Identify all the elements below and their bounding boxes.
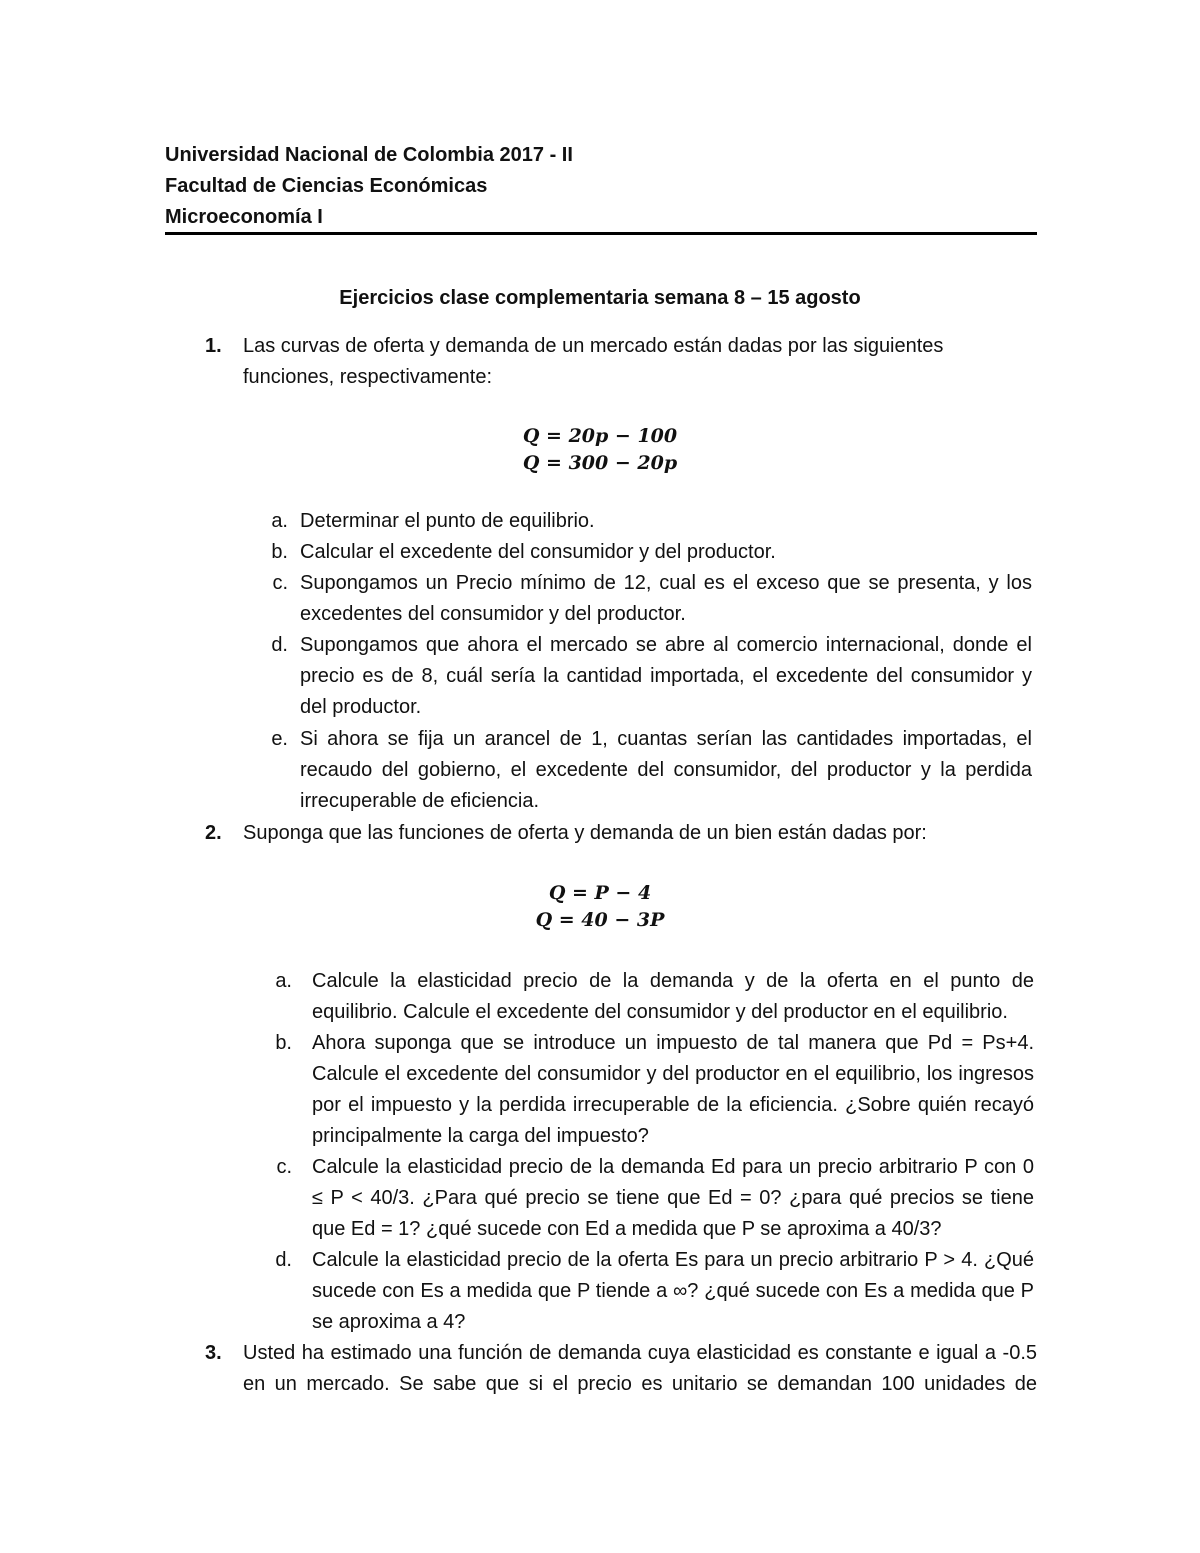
item-text: Calcular el excedente del consumidor y del productor. [300,541,776,563]
item-text: Ahora suponga que se introduce un impuesto de tal manera que Pd = Ps+4. Calcule el excedente del consumidor y del productor en el equilibrio, los ingresos por el impuesto y la perdida irrecuperable de la eficiencia. ¿Sobre quién recayó principalmente la carga del impuesto? [312,1032,1034,1147]
question-text: Suponga que las funciones de oferta y demanda de un bien están dadas por: [243,822,927,844]
question-text: Las curvas de oferta y demanda de un mercado están dadas por las siguientes funciones, respectivamente: [243,335,944,388]
item-letter: d. [275,1249,292,1271]
demand-equation: Q = 40 − 3P [535,909,665,931]
question-2 [165,818,1037,849]
item-letter: b. [275,1032,292,1054]
item-letter: a. [271,510,288,532]
item-letter: b. [271,541,288,563]
question-number: 3. [205,1342,222,1364]
university-line: Universidad Nacional de Colombia 2017 - II [165,144,573,166]
question-3 [165,1338,1037,1400]
item-text: Calcule la elasticidad precio de la oferta Es para un precio arbitrario P > 4. ¿Qué sucede con Es a medida que P tiende a ∞? ¿qué sucede con Es a medida que P se aproxima a 4? [312,1249,1034,1333]
question-text: Usted ha estimado una función de demanda cuya elasticidad es constante e igual a -0.5 en un mercado. Se sabe que si el precio es unitario se demandan 100 unidades de [243,1342,1037,1395]
supply-equation: Q = 20p − 100 [522,425,678,447]
course-line: Microeconomía I [165,206,323,228]
document-title: Ejercicios clase complementaria semana 8 – 15 agosto [339,287,861,309]
demand-equation: Q = 300 − 20p [522,452,678,474]
item-text: Calcule la elasticidad precio de la demanda y de la oferta en el punto de equilibrio. Calcule el excedente del consumidor y del productor en el equilibrio. [312,970,1034,1023]
question-number: 2. [205,822,222,844]
item-letter: c. [272,572,288,594]
item-text: Si ahora se fija un arancel de 1, cuantas serían las cantidades importadas, el recaudo del gobierno, el excedente del consumidor, del productor y la perdida irrecuperable de eficiencia. [300,728,1032,812]
item-letter: c. [276,1156,292,1178]
supply-equation: Q = P − 4 [548,882,652,904]
item-text: Determinar el punto de equilibrio. [300,510,595,532]
document-header [165,140,1037,233]
item-text: Calcule la elasticidad precio de la demanda Ed para un precio arbitrario P con 0 ≤ P < 40/3. ¿Para qué precio se tiene que Ed = 0? ¿para qué precios se tiene que Ed = 1? ¿qué sucede con Ed a medida que P se aproxima a 40/3? [312,1156,1034,1240]
item-text: Supongamos que ahora el mercado se abre al comercio internacional, donde el precio es de 8, cuál sería la cantidad importada, el excedente del consumidor y del productor. [300,634,1032,718]
question-number: 1. [205,335,222,357]
faculty-line: Facultad de Ciencias Económicas [165,175,488,197]
header-divider [165,232,1037,235]
item-letter: a. [275,970,292,992]
item-text: Supongamos un Precio mínimo de 12, cual es el exceso que se presenta, y los excedentes del consumidor y del productor. [300,572,1032,625]
item-letter: d. [271,634,288,656]
item-letter: e. [271,728,288,750]
question-1 [165,331,1037,393]
